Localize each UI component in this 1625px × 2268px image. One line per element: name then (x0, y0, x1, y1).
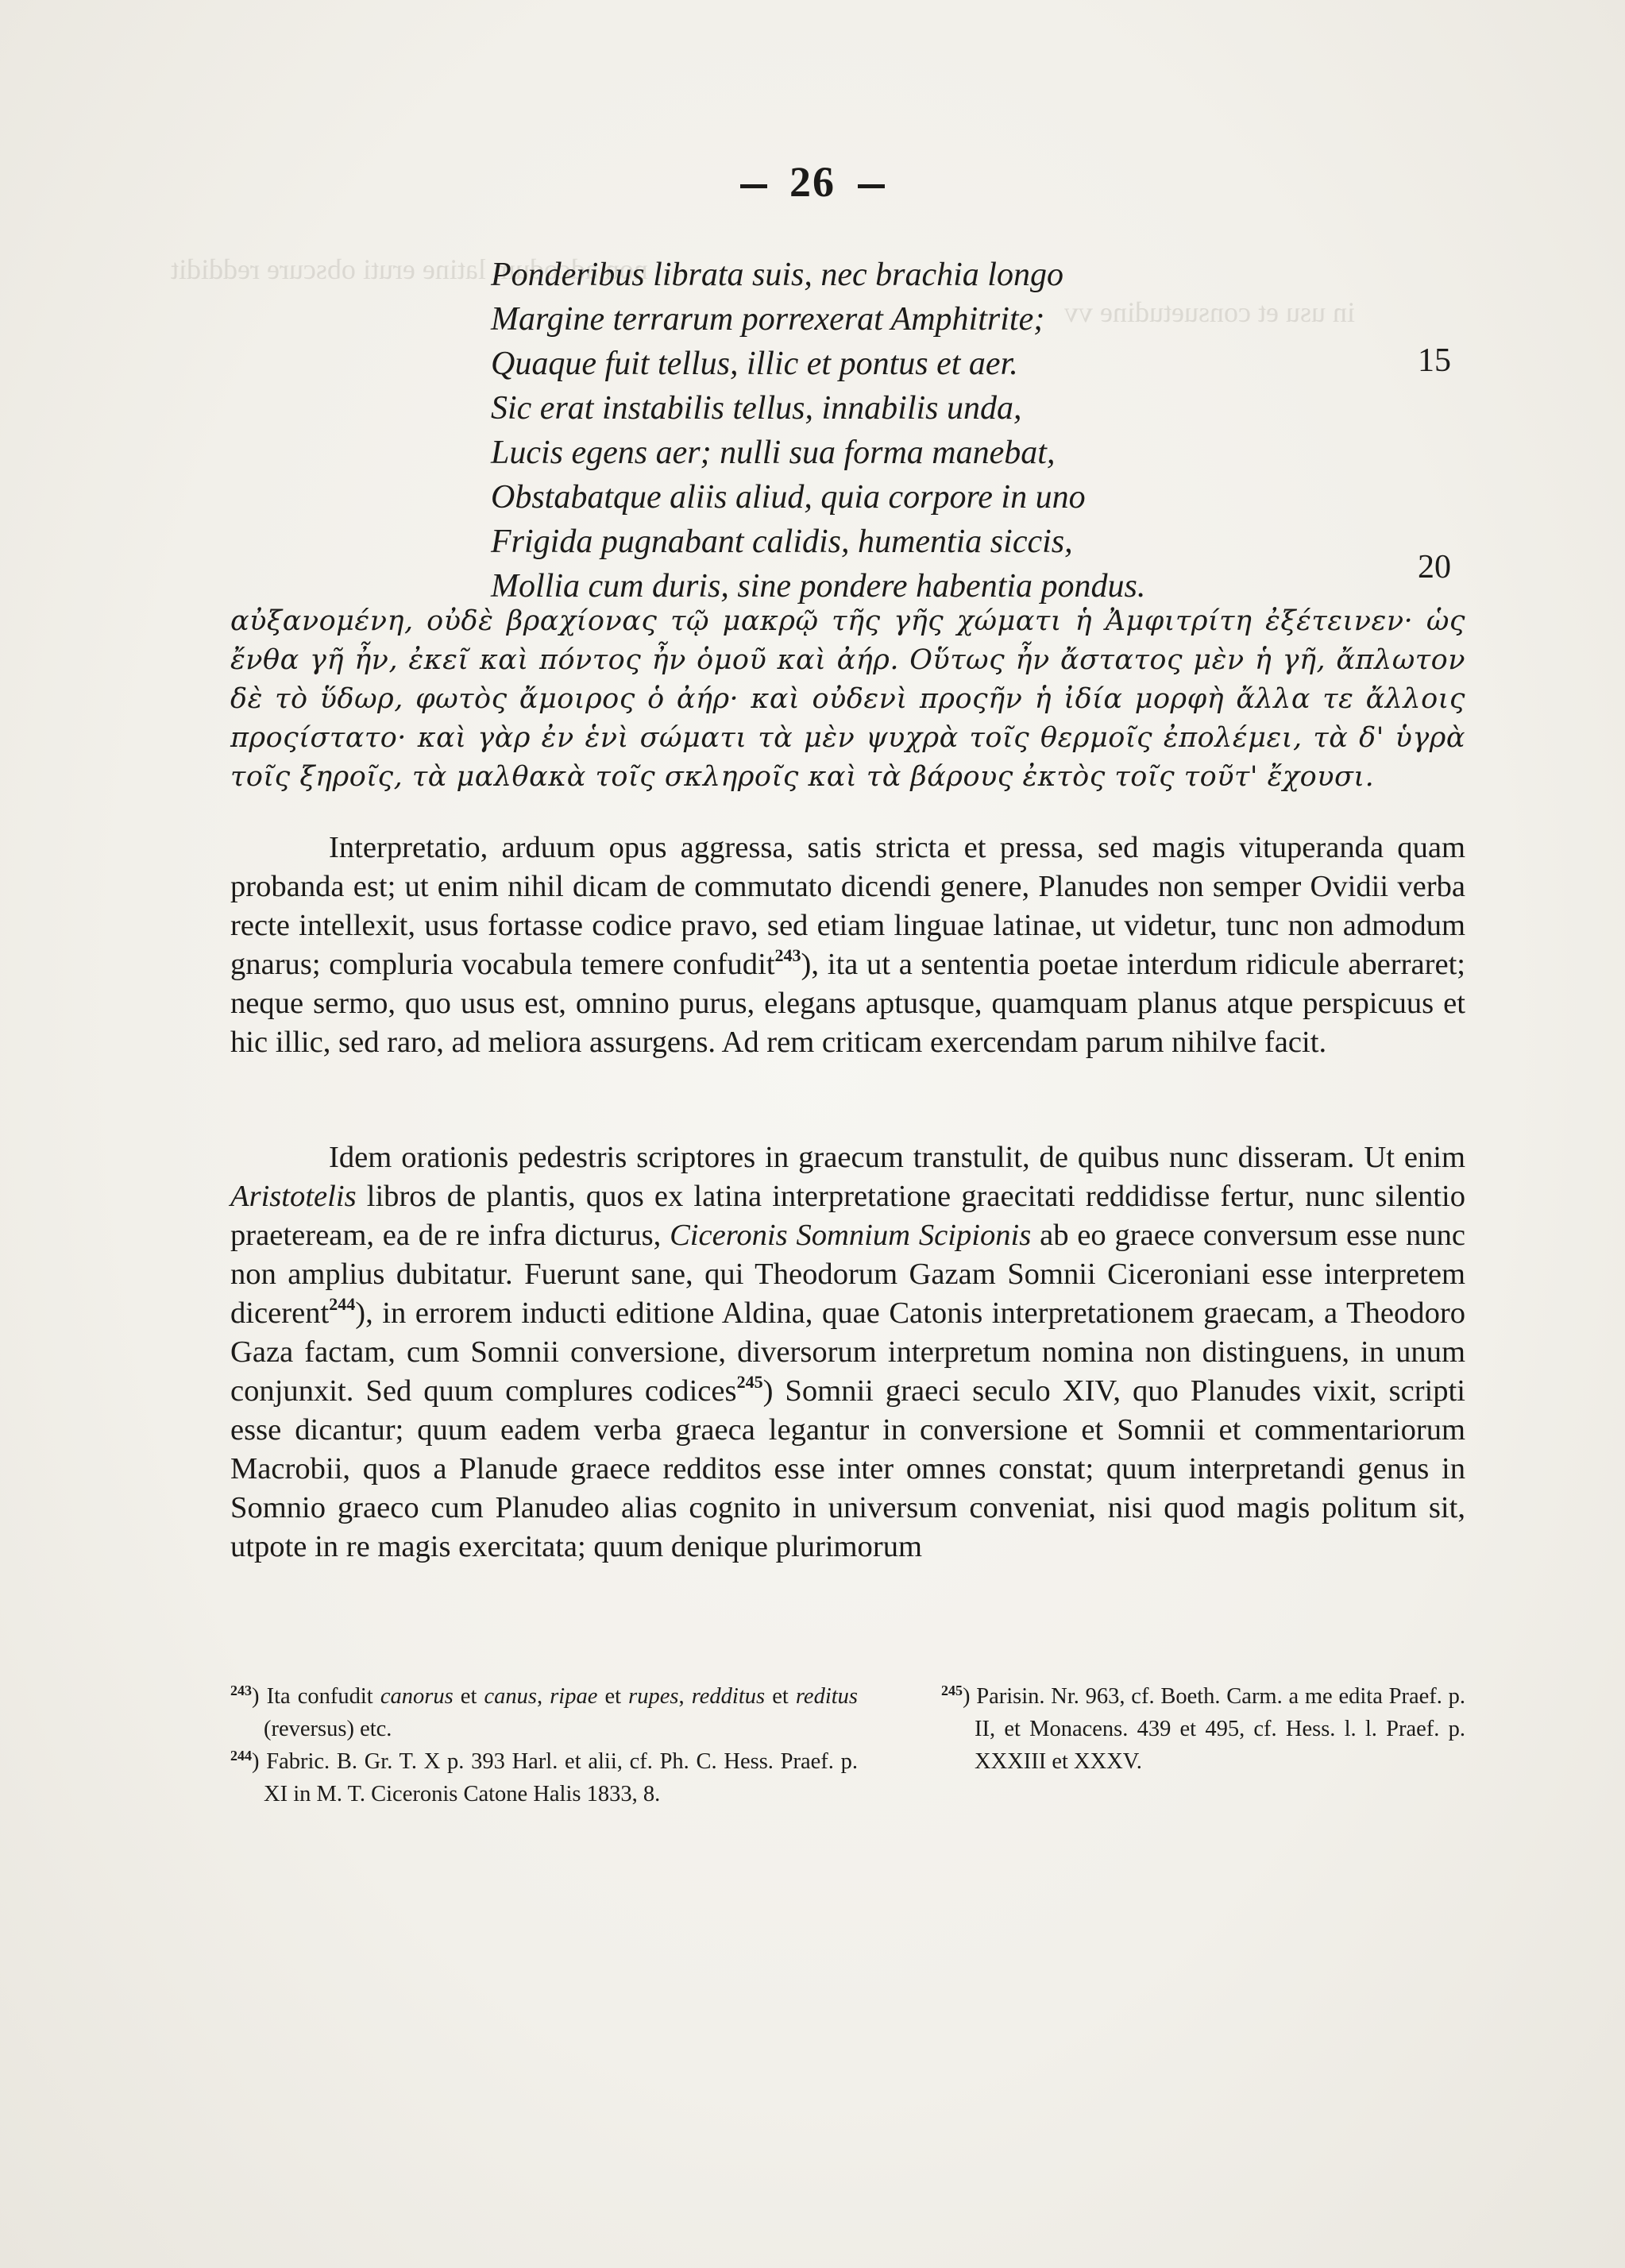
footnote-ref-244: 244 (329, 1294, 356, 1314)
greek-translation: αὐξανομένη, οὐδὲ βραχίονας τῷ μακρῷ τῆς γῆς χώματι ἡ Ἀμφιτρίτη ἐξέτεινεν· ὡς ἔνθα γῆ ἦν, ἐκεῖ καὶ πόντος ἦν ὁμοῦ καὶ ἀήρ. Οὕτως ἦν ἄστατος μὲν ἡ γῆ, ἄπλωτον δὲ τὸ ὕδωρ, φωτὸς ἄμοιρος ὁ ἀήρ· καὶ οὐδενὶ προςῆν ἡ ἰδία μορφὴ ἄλλα τε ἄλλοις προςίστατο· καὶ γὰρ ἐν ἑνὶ σώματι τὰ μὲν ψυχρὰ τοῖς θερμοῖς ἐπολέμει, τὰ δ' ὑγρὰ τοῖς ξηροῖς, τὰ μαλθακὰ τοῖς σκληροῖς καὶ τὰ βάρους ἐκτὸς τοῖς τοῦτ' ἔχουσι. (230, 605, 1465, 793)
latin-poem (491, 253, 1444, 609)
footnote-mark: 244 (230, 1748, 252, 1764)
paragraph-text: ), in errorem inducti editione Aldina, quae Catonis interpretationem graecam, a Theodoro Gaza factam, cum Somnii conversione, diversorum interpretum nomina non distinguens, in unum conjunxit. Sed quum complures codices (230, 1296, 1465, 1408)
poem-line: Mollia cum duris, sine pondere habentia pondus. (491, 568, 1146, 605)
name-aristotle: Aristotelis (230, 1180, 357, 1213)
paragraph-interpretatio (230, 829, 1465, 1062)
poem-line: Ponderibus librata suis, nec brachia longo (491, 257, 1063, 293)
paragraph-idem (230, 1138, 1465, 1567)
footnote-243: $^{243}$) Ita confudit canorus et canus, ripae et rupes, redditus et reditus (reversus) etc. (230, 1683, 859, 1741)
verse-number-15: 15 (1418, 342, 1451, 379)
verse-number-20: 20 (1418, 549, 1451, 585)
footnote-245: $^{245}$) Parisin. Nr. 963, cf. Boeth. Carm. a me edita Praef. p. II, et Monacens. 439 et 495, cf. Hess. l. l. Praef. p. XXXIII et XXXV. (941, 1683, 1465, 1774)
bleed-through-decoration: non adcodum latine eruti obscure reddidit (171, 253, 648, 285)
right-dash (858, 184, 885, 188)
footnote-244: $^{244}$) Fabric. B. Gr. T. X p. 393 Harl. et alii, cf. Ph. C. Hess. Praef. p. XI in M. T. Ciceronis Catone Halis 1833, 8. (230, 1748, 858, 1806)
paragraph-text: Idem orationis pedestris scriptores in graecum transtulit, de quibus nunc disseram. Ut enim (329, 1141, 1465, 1174)
footnotes-right-column (941, 1680, 1465, 1778)
footnote-ref-245: 245 (736, 1372, 763, 1392)
poem-line: Frigida pugnabant calidis, humentia siccis, (491, 524, 1073, 560)
bleed-through-decoration-2: in usu et consuetudine vv (1064, 296, 1355, 328)
footnote-mark: 245 (941, 1683, 963, 1698)
title-somnium: Ciceronis Somnium Scipionis (670, 1219, 1032, 1252)
poem-line: Sic erat instabilis tellus, innabilis unda, (491, 390, 1022, 427)
left-dash (740, 184, 767, 188)
paragraph-text: ), ita ut a sententia poetae interdum ridicule aberraret; neque sermo, quo usus est, omnino purus, elegans aptusque, quamquam planus atque perspicuus et hic illic, sed raro, ad meliora assurgens. Ad rem criticam exercendam parum nihilve facit. (230, 948, 1466, 1059)
poem-line: Obstabatque aliis aliud, quia corpore in uno (491, 479, 1086, 516)
page-number: 26 (0, 157, 1625, 207)
poem-line: Lucis egens aer; nulli sua forma manebat, (491, 435, 1056, 471)
paragraph-text: ) Somnii graeci seculo XIV, quo Planudes vixit, scripti esse dicantur; quum eadem verba graeca legantur in conversione et Somnii et commentariorum Macrobii, quos a Planude graece redditos esse inter omnes constat; quum interpretandi genus in Somnio graeco cum Planudeo alias cognito in universum conveniat, nisi quod magis politum sit, utpote in re magis exercitata; quum denique plurimorum (230, 1374, 1465, 1563)
paragraph-text: Interpretatio, arduum opus aggressa, satis stricta et pressa, sed magis vituperanda quam probanda est; ut enim nihil dicam de commutato dicendi genere, Planudes non semper Ovidii verba recte intellexit, usus fortasse codice pravo, sed etiam linguae latinae, ut videtur, tunc non admodum gnarus; compluria vocabula temere confudit (230, 831, 1465, 981)
footnote-mark: 243 (230, 1683, 252, 1698)
footnotes-left-column (230, 1680, 858, 1810)
poem-line: Quaque fuit tellus, illic et pontus et aer. (491, 346, 1018, 382)
poem-line: Margine terrarum porrexerat Amphitrite; (491, 301, 1045, 338)
paragraph-text: ab eo graece conversum esse nunc non amplius dubitatur. Fuerunt sane, qui Theodorum Gazam Somnii Ciceroniani esse interpretem dicerent (230, 1219, 1465, 1330)
footnote-ref-243: 243 (774, 945, 801, 965)
paragraph-text: libros de plantis, quos ex latina interpretatione graecitati reddidisse fertur, nunc silentio praeteream, ea de re infra dicturus, (230, 1180, 1465, 1252)
